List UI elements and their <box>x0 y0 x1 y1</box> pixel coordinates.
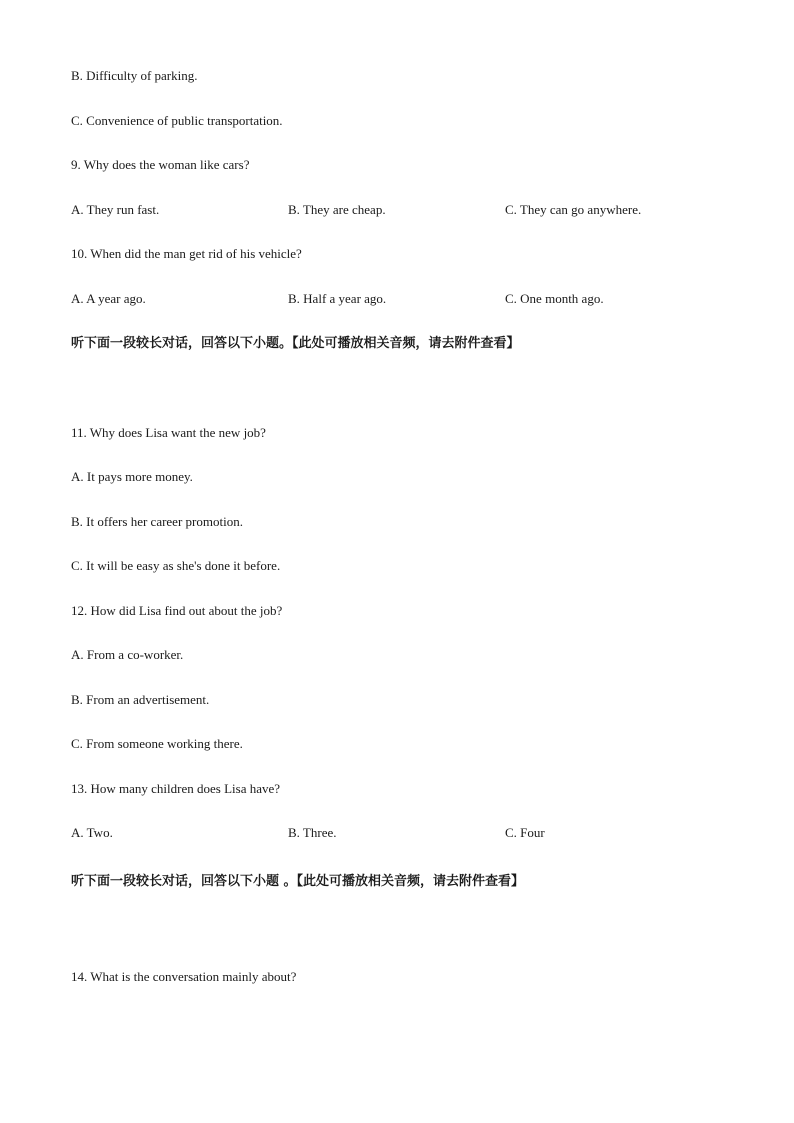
q13-option-c: C. Four <box>505 825 545 840</box>
q11-option-a: A. It pays more money. <box>71 469 193 484</box>
q10-options <box>71 291 721 307</box>
q10-option-c: C. One month ago. <box>505 291 604 306</box>
listening-instruction-2: 听下面一段较长对话，回答以下小题 。【此处可播放相关音频，请去附件查看】 <box>71 874 525 889</box>
q10-option-a: A. A year ago. <box>71 291 146 306</box>
q13-options <box>71 825 721 841</box>
q9-options <box>71 202 721 218</box>
q13-option-a: A. Two. <box>71 825 113 840</box>
q9-option-b: B. They are cheap. <box>288 202 386 217</box>
listening-instruction-1: 听下面一段较长对话，回答以下小题。【此处可播放相关音频，请去附件查看】 <box>71 336 520 351</box>
q11-question: 11. Why does Lisa want the new job? <box>71 425 266 440</box>
q8-option-c: C. Convenience of public transportation. <box>71 113 283 128</box>
q12-question: 12. How did Lisa find out about the job? <box>71 603 283 618</box>
q8-option-b: B. Difficulty of parking. <box>71 68 198 83</box>
q9-option-a: A. They run fast. <box>71 202 160 217</box>
q11-option-b: B. It offers her career promotion. <box>71 514 243 529</box>
q10-option-b: B. Half a year ago. <box>288 291 387 306</box>
q11-option-c: C. It will be easy as she's done it before. <box>71 558 281 573</box>
q9-option-c: C. They can go anywhere. <box>505 202 642 217</box>
q10-question: 10. When did the man get rid of his vehicle? <box>71 246 302 261</box>
q12-option-b: B. From an advertisement. <box>71 692 210 707</box>
q12-option-a: A. From a co-worker. <box>71 647 184 662</box>
q13-option-b: B. Three. <box>288 825 337 840</box>
q13-question: 13. How many children does Lisa have? <box>71 781 281 796</box>
q9-question: 9. Why does the woman like cars? <box>71 157 250 172</box>
q12-option-c: C. From someone working there. <box>71 736 243 751</box>
q14-question: 14. What is the conversation mainly about? <box>71 969 297 984</box>
